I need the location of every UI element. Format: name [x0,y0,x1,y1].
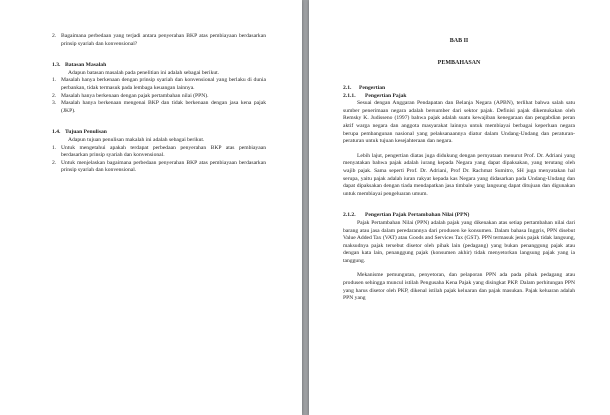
page-left-content [52,33,266,175]
list-item: 2. Masalah hanya berkenaan dengan pajak pertambahan nilai (PPN). [52,92,209,99]
list-item: 1. Untuk mengetahui apakah terdapat perbedaan penyerahan BKP atas pembiayaan berdasarkan prinsip syariah dan konvensional. [52,144,266,159]
section-heading-2-1-1: 2.1.1. Pengertian Pajak [343,92,407,99]
section-heading-2-1-2: 2.1.2. Pengertian Pajak Pertambahan Nilai (PPN) [343,212,470,219]
section-intro: Adapun tujuan penulisan makalah ini adalah sebagai berikut. [68,136,205,143]
list-item: 2. Untuk menjelaskan bagaimana perbedaan penyerahan BKP atas pembiayaan berdasarkan prinsip syariah dan konvensional. [52,159,266,174]
paragraph: Mekanisme pemungutan, penyetoran, dan pelaporan PPN ada pada pihak pedagang atau produsen sehingga muncul istilah Pengusaha Kena Pajak yang disingkat PKP. Dalam perhitungan PPN yang harus disetor oleh PKP, dikenal istilah pajak keluaran dan pajak masukan. Pajak keluaran adalah PPN yang [343,272,575,302]
paragraph: Lebih lajut, pengertian diatas juga didukung dengan pernyataan menurut Prof. Dr. Adriani yang menyatakan bahwa pajak adalah iurang kepada Negara yang dapat dipaksakan, yang terutang oleh wajib pajak. Sama seperti Prof. Dr. Adriani, Prof Dr. Rachmat Sumitro, SH juga menyatakan hal serupa, yaitu pajak adalah iuran rakyat kepada kas Negara yang didasarkan pada Undang-Undang dan dapat dipaksakan dengan tiada mendapatkan jasa timbale yang langsung dapat ditujuan dan digunakan untuk membiayai pengeluaran umum. [343,152,575,197]
list-item [52,33,266,48]
paragraph: Sesuai dengan Anggaran Pendapatan dan Belanja Negara (APBN), terlihat bahwa salah satu sumber penerimaan negara adalah bersumber dari sektor pajak. Definisi pajak dikemukakan oleh Remsky K. Judisseno (1997) bahwa pajak adalah suatu kewajiban kenegaraan dan pengabdian peran aktif warga negara dan anggota masyarakat lainnya untuk membiayai berbagai keperluan negara berupa pembangunan nasional yang pelaksanaannya diatur dalam Undang-Undang dan peraturan-peraturan untuk tujuan kesejahteraan dan negara. [343,100,575,145]
section-heading-1-3: 1.3. Batasan Masalah [52,62,107,69]
section-intro: Adapun batasan masalah pada penelitian ini adalah sebagai berikut. [68,69,220,76]
chapter-title: PEMBAHASAN [437,60,481,66]
section-heading-1-4: 1.4. Tujuan Penulisan [52,129,107,136]
list-item: 3. Masalah hanya berkenaan mengenai BKP dan tidak berkenaan dengan jasa kena pajak (JKP). [52,100,266,114]
list-number: 2. [52,33,57,39]
paragraph: Pajak Pertambahan Nilai (PPN) adalah pajak yang dikenakan atas setiap pertambahan nilai dari barang atau jasa dalam peredarannya dari produsen ke konsumen. Dalam bahasa Inggris, PPN disebut Value Added Tax (VAT) atau Goods and Services Tax (GST). PPN termasuk jenis pajak tidak langsung, maksudnya pajak tersebut disetor oleh pihak lain (pedagang) yang bukan penanggung pajak atau dengan kata lain, penanggung pajak (konsumen akhir) tidak menyetorkan langsung pajak yang ia tanggung. [343,219,575,264]
document-page-left [0,0,302,415]
page-right-content [343,37,575,303]
list-item: 1. Masalah hanya berkenaan dengan prinsip syariah dan konvensional yang berlaku di dunia perbankan, tidak termasuk pada lembaga keuangan lainnya. [52,77,266,91]
section-heading-2-1: 2.1. Pengertian [343,85,386,91]
chapter-number: BAB II [449,38,469,44]
list-text: Bagaimana perbedaan yang terjadi antara penyerahan BKP atas pembiayaan berdasarkan prinsip syariah dan konvensional? [61,33,266,47]
document-page-right [309,0,610,415]
